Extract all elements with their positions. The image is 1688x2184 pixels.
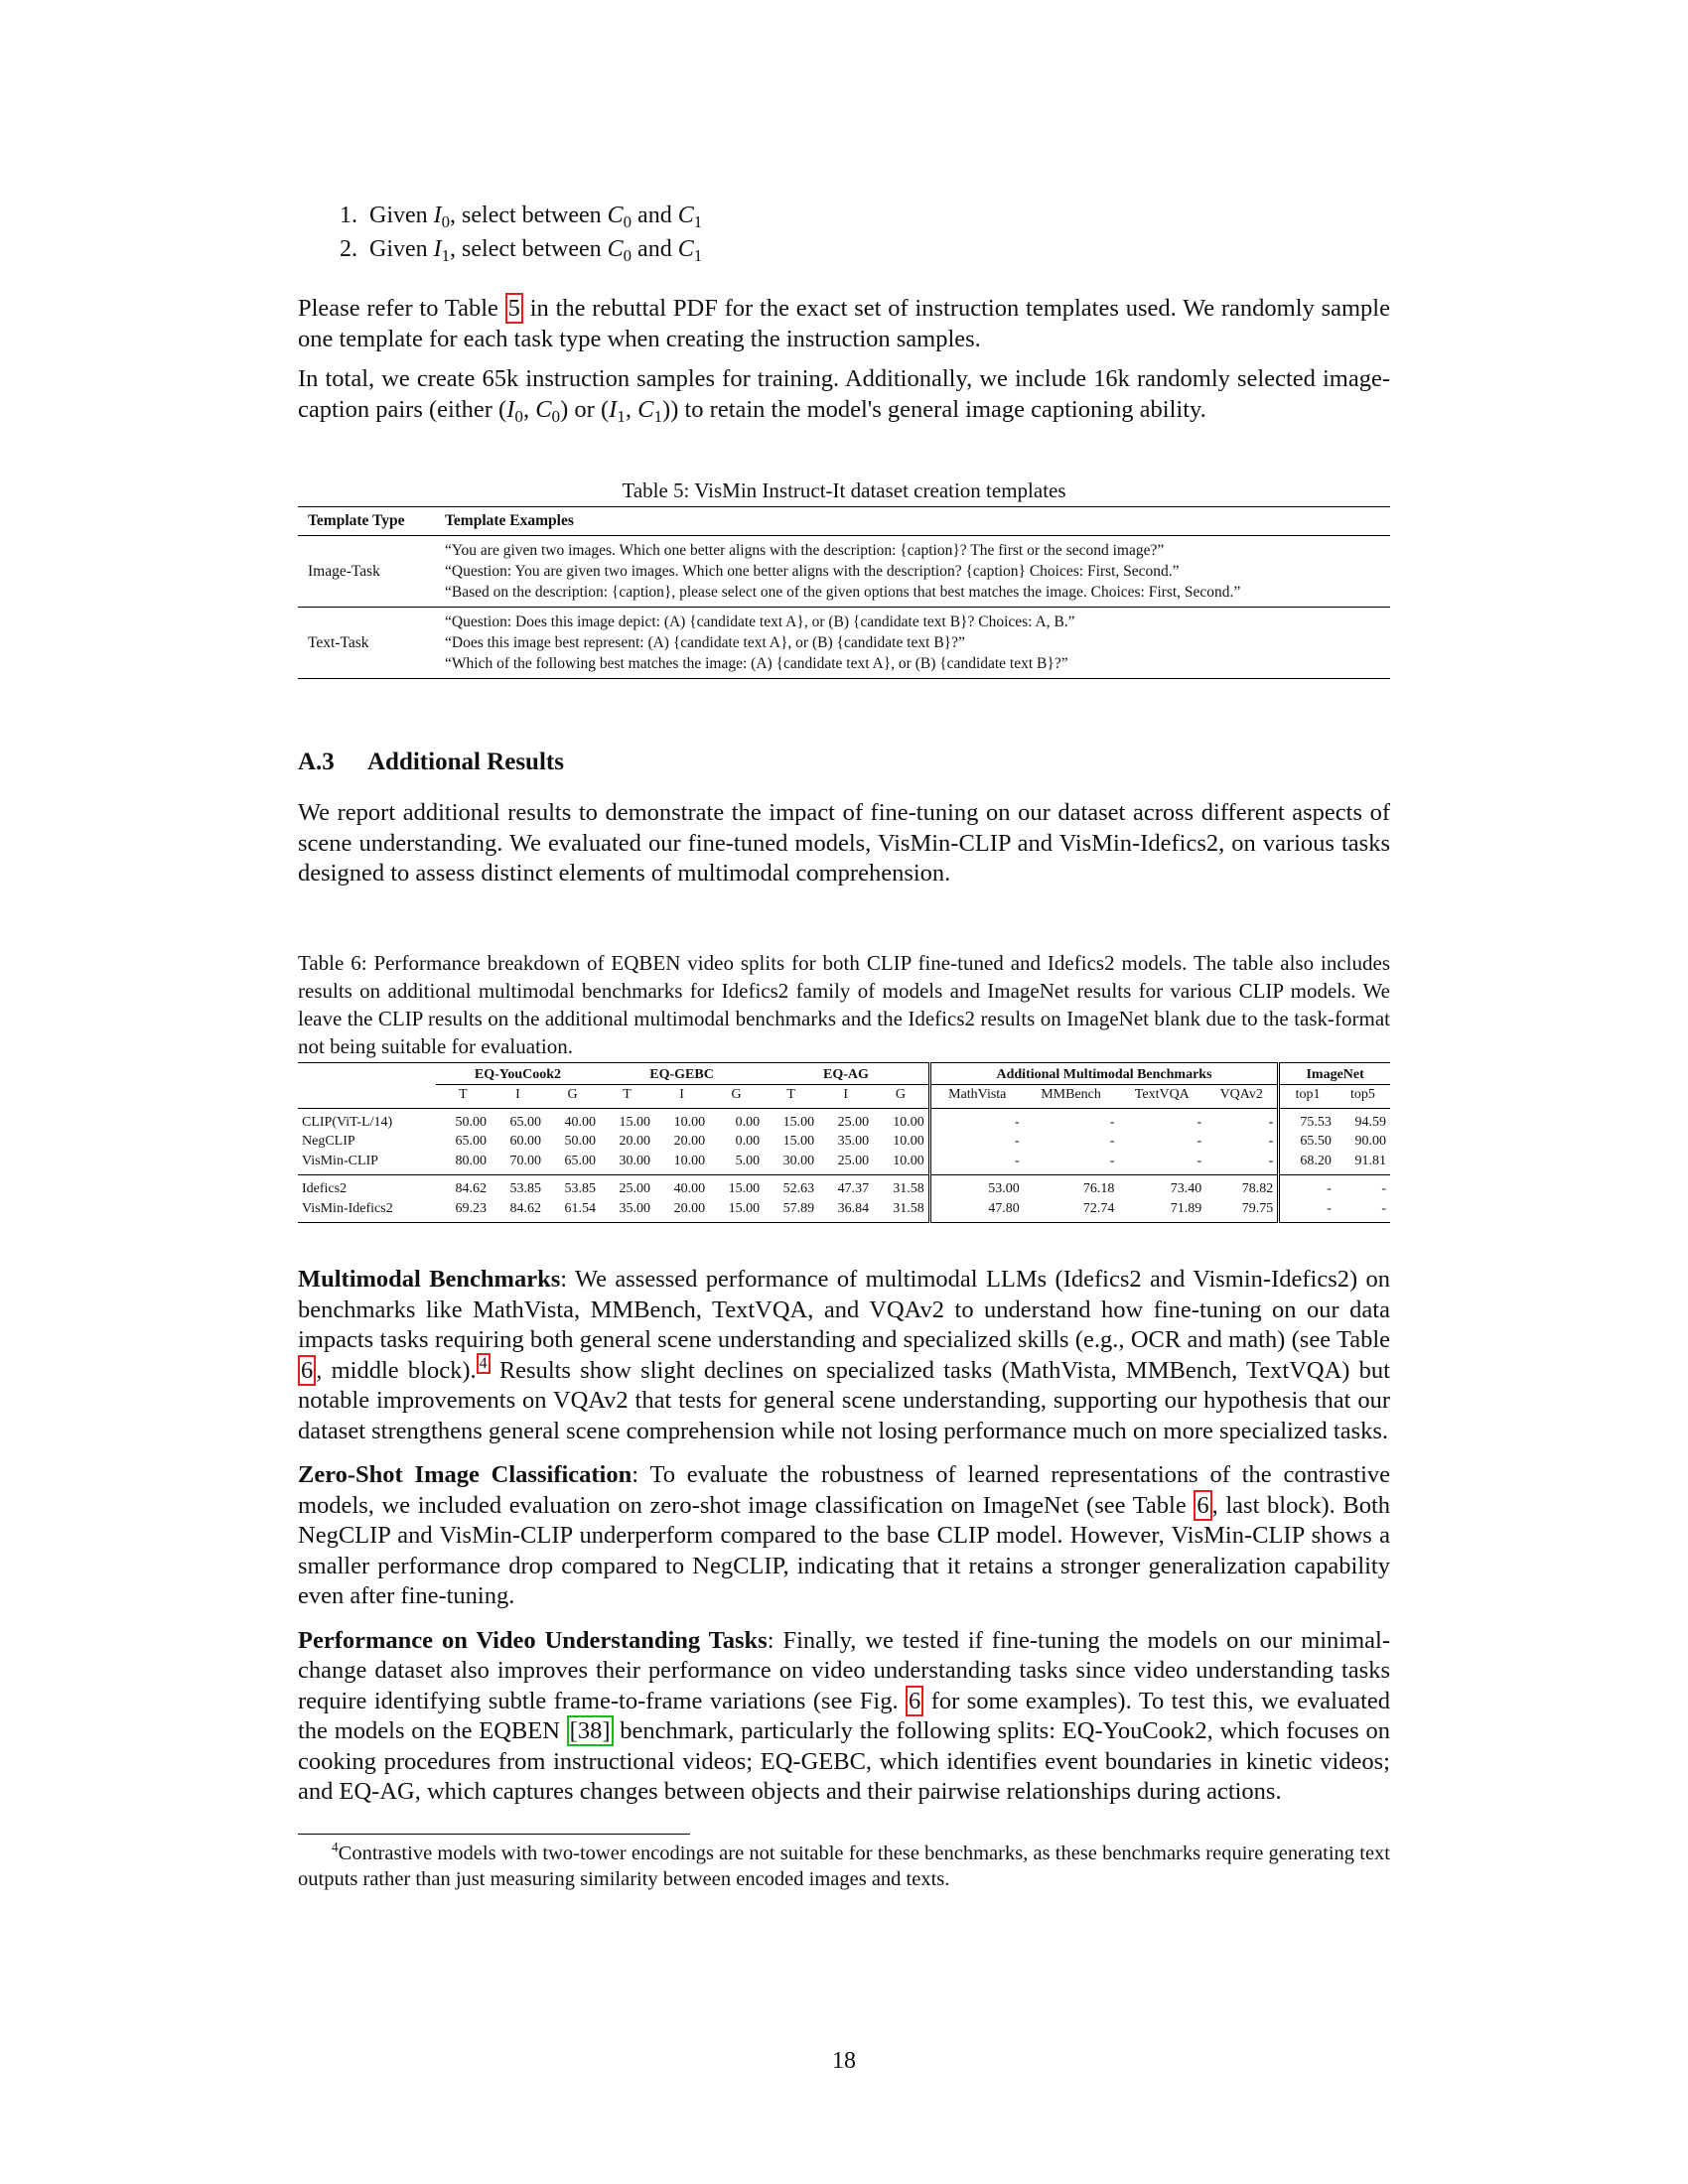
paragraph: We report additional results to demonstrate the impact of fine-tuning on our dataset across different aspects of scene understanding. We evaluated our fine-tuned models, VisMin-CLIP and VisMin-Idefics2, on various tasks designed to assess distinct elements of multimodal comprehension. — [298, 799, 1390, 887]
table-cell: 91.81 — [1354, 1153, 1386, 1168]
column-header: I — [679, 1087, 684, 1102]
table-ref-link[interactable]: 6 — [298, 1355, 316, 1386]
model-name: CLIP(ViT-L/14) — [302, 1114, 393, 1130]
table-row — [298, 1132, 1390, 1152]
table-cell: 15.00 — [619, 1114, 651, 1130]
table-cell: 68.20 — [1300, 1153, 1332, 1168]
table-cell: 53.00 — [929, 1175, 1023, 1199]
group-header: ImageNet — [1279, 1062, 1390, 1085]
paragraph: Please refer to Table 5 in the rebuttal PDF for the exact set of instruction templates used. We randomly sample one template for each task type when creating the instruction samples. — [298, 295, 1390, 352]
table-cell: 25.00 — [837, 1153, 870, 1168]
table-cell: - — [1336, 1175, 1390, 1199]
column-header: G — [567, 1087, 578, 1102]
footnote-divider — [298, 1834, 690, 1835]
template-type: Image-Task — [298, 536, 435, 608]
table-cell: 10.00 — [673, 1114, 706, 1130]
template-type: Text-Task — [308, 634, 369, 651]
column-header: top5 — [1349, 1087, 1375, 1102]
paragraph: Zero-Shot Image Classification: To evaluate the robustness of learned representations of the contrastive models, we included evaluation on zero-shot image classification on ImageNet (see Table 6 , last block). Both NegCLIP and VisMin-CLIP underperform compared to the base CLIP model. However, VisMin-CLIP shows a smaller performance drop compared to NegCLIP, indicating that it retains a stronger generalization capability even after fine-tuning. — [298, 1461, 1391, 1609]
table-cell: 0.00 — [735, 1114, 761, 1130]
table-cell: - — [1109, 1153, 1115, 1168]
table-cell: - — [1205, 1108, 1279, 1132]
table-row — [298, 1108, 1390, 1132]
table-cell: - — [1327, 1200, 1332, 1216]
table-cell: 72.74 — [1082, 1200, 1115, 1216]
table-cell: 80.00 — [455, 1153, 487, 1168]
table-cell: 61.54 — [564, 1200, 597, 1216]
table-cell: 84.62 — [436, 1175, 491, 1199]
table-cell: 78.82 — [1205, 1175, 1279, 1199]
table-cell: 31.58 — [873, 1175, 929, 1199]
table-cell: - — [1279, 1175, 1336, 1199]
model-name: Idefics2 — [298, 1175, 436, 1199]
column-header: I — [843, 1087, 848, 1102]
table-cell: 94.59 — [1354, 1114, 1386, 1130]
table-cell: 15.00 — [782, 1134, 815, 1149]
table-cell: 47.37 — [818, 1175, 873, 1199]
column-header: top1 — [1295, 1087, 1321, 1102]
table-cell: 50.00 — [564, 1134, 597, 1149]
page-number: 18 — [832, 2048, 856, 2074]
table-cell: 50.00 — [455, 1114, 487, 1130]
table-cell: 47.80 — [988, 1200, 1020, 1216]
table-cell: - — [1381, 1200, 1386, 1216]
column-header: MMBench — [1041, 1087, 1101, 1102]
table-cell: 76.18 — [1024, 1175, 1119, 1199]
column-header: Template Type — [298, 507, 435, 536]
table-cell: 79.75 — [1205, 1199, 1279, 1223]
figure-ref-link[interactable]: 6 — [906, 1686, 923, 1716]
table-cell: 31.58 — [873, 1199, 929, 1223]
table-cell: 10.00 — [873, 1132, 929, 1152]
model-name: VisMin-Idefics2 — [302, 1200, 393, 1216]
table-cell: 84.62 — [509, 1200, 541, 1216]
page-content — [298, 199, 1390, 1892]
table-ref-link[interactable]: 5 — [505, 293, 523, 324]
column-header: T — [623, 1087, 632, 1102]
table-cell: 53.85 — [491, 1175, 545, 1199]
table-cell: 70.00 — [509, 1153, 541, 1168]
table-cell: 73.40 — [1118, 1175, 1205, 1199]
section-heading: A.3 Additional Results — [298, 749, 564, 775]
model-name: NegCLIP — [302, 1134, 355, 1149]
table-cell: - — [1109, 1114, 1115, 1130]
table-row — [298, 536, 1390, 608]
table-cell: 20.00 — [673, 1200, 706, 1216]
table-row — [298, 1199, 1390, 1223]
table-cell: 20.00 — [619, 1134, 651, 1149]
table-cell: 36.84 — [837, 1200, 870, 1216]
group-header: EQ-YouCook2 — [436, 1062, 600, 1085]
table-cell: 5.00 — [735, 1153, 761, 1168]
table-cell: 57.89 — [782, 1200, 815, 1216]
paragraph: Multimodal Benchmarks: We assessed performance of multimodal LLMs (Idefics2 and Vismin-Idefics2) on benchmarks like MathVista, MMBench, TextVQA, and VQAv2 to understand how fine-tuning on our data impacts tasks requiring both general scene understanding and specialized skills (e.g., OCR and math) (see Table 6 , middle block). $^4$ Results show slight declines on specialized tasks (MathVista, MMBench, TextVQA) but notable improvements on VQAv2 that tests for general scene understanding, supporting our hypothesis that our dataset strengthens general scene comprehension while not losing performance much on more specialized tasks. — [298, 1266, 1391, 1444]
column-header: MathVista — [948, 1087, 1007, 1102]
table-cell: 35.00 — [837, 1134, 870, 1149]
column-header: T — [459, 1087, 468, 1102]
table-row — [298, 608, 1390, 679]
table-cell: 0.00 — [735, 1134, 761, 1149]
table-cell: 71.89 — [1170, 1200, 1202, 1216]
table-cell: 35.00 — [619, 1200, 651, 1216]
table-cell: 30.00 — [619, 1153, 651, 1168]
table-cell: 10.00 — [873, 1152, 929, 1175]
group-header: Additional Multimodal Benchmarks — [929, 1062, 1278, 1085]
table-cell: 65.50 — [1300, 1134, 1332, 1149]
footnote: $^4$Contrastive models with two-tower encodings are not suitable for these benchmarks, as these benchmarks require generating text outputs rather than just measuring similarity between encoded images and texts. — [298, 1839, 1390, 1890]
column-header: VQAv2 — [1205, 1085, 1279, 1109]
table-5 — [298, 506, 1390, 679]
table-cell: 10.00 — [873, 1108, 929, 1132]
column-header: I — [515, 1087, 520, 1102]
table-cell: 65.00 — [564, 1153, 597, 1168]
column-header: G — [873, 1085, 929, 1109]
table-cell: - — [1015, 1134, 1020, 1149]
table-cell: - — [1205, 1152, 1279, 1175]
list-item: 1. Given $I_0$, select between $C_0$ and $C_1$ — [340, 203, 703, 232]
paragraph: In total, we create 65k instruction samples for training. Additionally, we include 16k randomly selected image-caption pairs (either ($I_0$, $C_0$) or ($I_1$, $C_1$)) to retain the model's general image captioning ability. — [298, 365, 1390, 426]
table-cell: 52.63 — [764, 1175, 818, 1199]
table-cell: 40.00 — [564, 1114, 597, 1130]
group-header: EQ-GEBC — [600, 1062, 764, 1085]
numbered-list — [340, 199, 1390, 266]
model-name: VisMin-CLIP — [302, 1153, 378, 1168]
column-header: T — [786, 1087, 795, 1102]
table-cell: - — [1015, 1153, 1020, 1168]
paragraph: Performance on Video Understanding Tasks: Finally, we tested if fine-tuning the models on our minimal-change dataset also improves their performance on video understanding tasks since video understanding tasks require identifying subtle frame-to-frame variations (see Fig. 6 for some examples). To test this, we evaluated the models on the EQBEN [38] benchmark, particularly the following splits: EQ-YouCook2, which focuses on cooking procedures from instructional videos; EQ-GEBC, which identifies event boundaries in kinetic videos; and EQ-AG, which captures changes between objects and their pairwise relationships during actions. — [298, 1626, 1391, 1805]
table-cell: - — [1196, 1114, 1202, 1130]
table-cell: 15.00 — [709, 1175, 764, 1199]
footnote-ref-link[interactable]: 4 — [477, 1353, 491, 1374]
table-cell: - — [1196, 1134, 1202, 1149]
citation-link[interactable]: [38] — [567, 1715, 614, 1746]
table-ref-link[interactable]: 6 — [1194, 1490, 1211, 1521]
table-cell: - — [1205, 1132, 1279, 1152]
table-cell: 15.00 — [728, 1200, 761, 1216]
table-cell: - — [1109, 1134, 1115, 1149]
table-cell: 69.23 — [455, 1200, 487, 1216]
column-header: TextVQA — [1134, 1087, 1190, 1102]
table-cell: 25.00 — [600, 1175, 654, 1199]
table-cell: 10.00 — [673, 1153, 706, 1168]
table-cell: 75.53 — [1300, 1114, 1332, 1130]
table-cell: 90.00 — [1354, 1134, 1386, 1149]
table-row — [298, 1175, 1390, 1199]
table-cell: - — [1196, 1153, 1202, 1168]
table-cell: 40.00 — [654, 1175, 709, 1199]
template-examples: “Question: Does this image depict: (A) {candidate text A}, or (B) {candidate text B}? Choices: A, B.” “Does this image best represent: (A) {candidate text A}, or (B) {candidate text B}?” “Which of the following best matches the image: (A) {candidate text A}, or (B) {candidate text B}?” — [445, 614, 1075, 672]
table-6 — [298, 1062, 1390, 1224]
table-cell: 65.00 — [455, 1134, 487, 1149]
list-item: 2. Given $I_1$, select between $C_0$ and $C_1$ — [340, 236, 703, 266]
table-cell: 53.85 — [545, 1175, 600, 1199]
table-row — [298, 1152, 1390, 1175]
table-cell: 20.00 — [673, 1134, 706, 1149]
table-5-caption: Table 5: VisMin Instruct-It dataset creation templates — [622, 478, 1066, 502]
table-cell: 15.00 — [782, 1114, 815, 1130]
column-header: Template Examples — [435, 507, 1390, 536]
table-cell: 65.00 — [509, 1114, 541, 1130]
template-examples: “You are given two images. Which one better aligns with the description: {caption}? The first or the second image?” “Question: You are given two images. Which one better aligns with the description? {caption} Choices: First, Second.” “Based on the description: {caption}, please select one of the given options that best matches the image. Choices: First, Second.” — [435, 536, 1390, 608]
column-header: G — [731, 1087, 742, 1102]
table-cell: 60.00 — [509, 1134, 541, 1149]
group-header: EQ-AG — [764, 1062, 929, 1085]
table-cell: 25.00 — [837, 1114, 870, 1130]
table-6-caption: Table 6: Performance breakdown of EQBEN video splits for both CLIP fine-tuned and Idefics2 models. The table also includes results on additional multimodal benchmarks for Idefics2 family of models and ImageNet results for various CLIP models. We leave the CLIP results on the additional multimodal benchmarks and the Idefics2 results on ImageNet blank due to the task-format not being suitable for evaluation. — [298, 950, 1390, 1058]
table-cell: 30.00 — [782, 1153, 815, 1168]
table-cell: - — [1015, 1114, 1020, 1130]
